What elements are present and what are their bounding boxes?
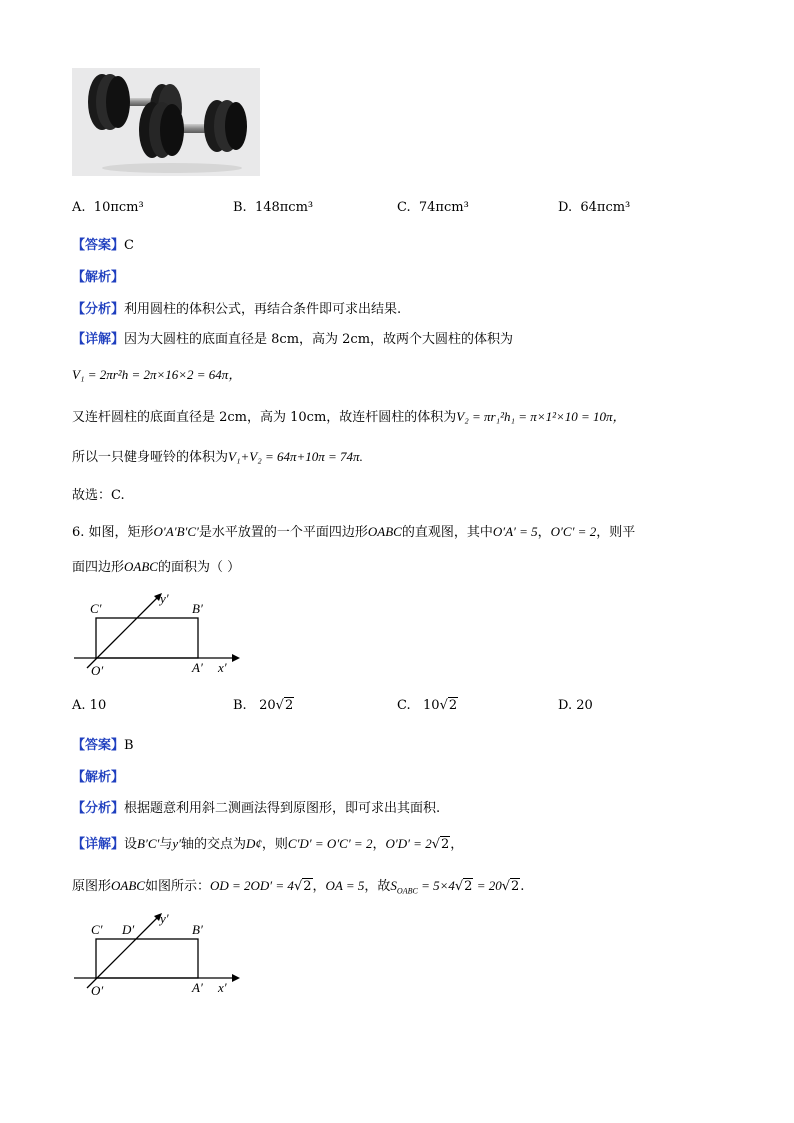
svg-text:x′: x′ bbox=[218, 660, 227, 675]
q6-fenxi-line: 【分析】根据题意利用斜二测画法得到原图形，即可求出其面积. bbox=[72, 801, 441, 816]
option-d: D. 64πcm³ bbox=[558, 200, 631, 215]
line-2: 又连杆圆柱的底面直径是 2cm，高为 10cm，故连杆圆柱的体积为V₂ = πr₁²h₁ = π×1²×10 = 10π， bbox=[72, 409, 626, 425]
q6-option-a: A. 10 bbox=[72, 698, 107, 713]
svg-text:C′: C′ bbox=[90, 601, 102, 616]
q6-option-b: B. 20√2 bbox=[233, 698, 294, 713]
q6-stem-line2: 面四边形OABC的面积为（ ） bbox=[72, 559, 241, 575]
svg-text:B′: B′ bbox=[192, 922, 203, 937]
q6-answer-line: 【答案】B bbox=[72, 738, 134, 753]
svg-text:B′: B′ bbox=[192, 601, 203, 616]
svg-text:C′: C′ bbox=[91, 922, 103, 937]
fenxi-line: 【分析】利用圆柱的体积公式，再结合条件即可求出结果. bbox=[72, 302, 402, 317]
q6-analysis-label: 【解析】 bbox=[72, 770, 125, 785]
svg-text:O′: O′ bbox=[91, 663, 104, 678]
dumbbell-image bbox=[72, 68, 260, 176]
q6-xiangjie-line: 【详解】设B′C′与y′轴的交点为D¢，则C′D′ = O′C′ = 2，O′D′ = 2√2， bbox=[72, 836, 464, 852]
figure-oblique-rectangle bbox=[72, 588, 242, 678]
conclusion-line: 故选：C. bbox=[72, 488, 125, 503]
svg-text:y′: y′ bbox=[160, 911, 169, 926]
q6-option-c: C. 10√2 bbox=[397, 698, 458, 713]
xiangjie-line: 【详解】因为大圆柱的底面直径是 8cm，高为 2cm，故两个大圆柱的体积为 bbox=[72, 332, 514, 347]
option-c: C. 74πcm³ bbox=[397, 200, 469, 215]
figure-original-shape bbox=[72, 908, 242, 1000]
svg-text:y′: y′ bbox=[160, 591, 169, 606]
q6-option-d: D. 20 bbox=[558, 698, 593, 713]
svg-text:A′: A′ bbox=[192, 660, 203, 675]
answer-line: 【答案】C bbox=[72, 238, 134, 253]
svg-text:D′: D′ bbox=[122, 922, 135, 937]
analysis-label: 【解析】 bbox=[72, 270, 125, 285]
formula-1: V₁ = 2πr²h = 2π×16×2 = 64π， bbox=[72, 367, 242, 382]
svg-text:O′: O′ bbox=[91, 983, 104, 998]
svg-text:x′: x′ bbox=[218, 980, 227, 995]
line-3: 所以一只健身哑铃的体积为V₁+V₂ = 64π+10π = 74π. bbox=[72, 449, 363, 465]
q6-original-figure-line: 原图形OABC如图所示：OD = 2OD′ = 4√2，OA = 5，故$S_{OABC} = 5\times 4√2 = 20√2$. bbox=[72, 878, 525, 896]
option-b: B. 148πcm³ bbox=[233, 200, 314, 215]
option-a: A. 10πcm³ bbox=[72, 200, 144, 215]
q6-stem-line1: 6. 如图，矩形O′A′B′C′是水平放置的一个平面四边形OABC的直观图，其中O′A′ = 5，O′C′ = 2，则平 bbox=[72, 524, 636, 540]
svg-text:A′: A′ bbox=[192, 980, 203, 995]
